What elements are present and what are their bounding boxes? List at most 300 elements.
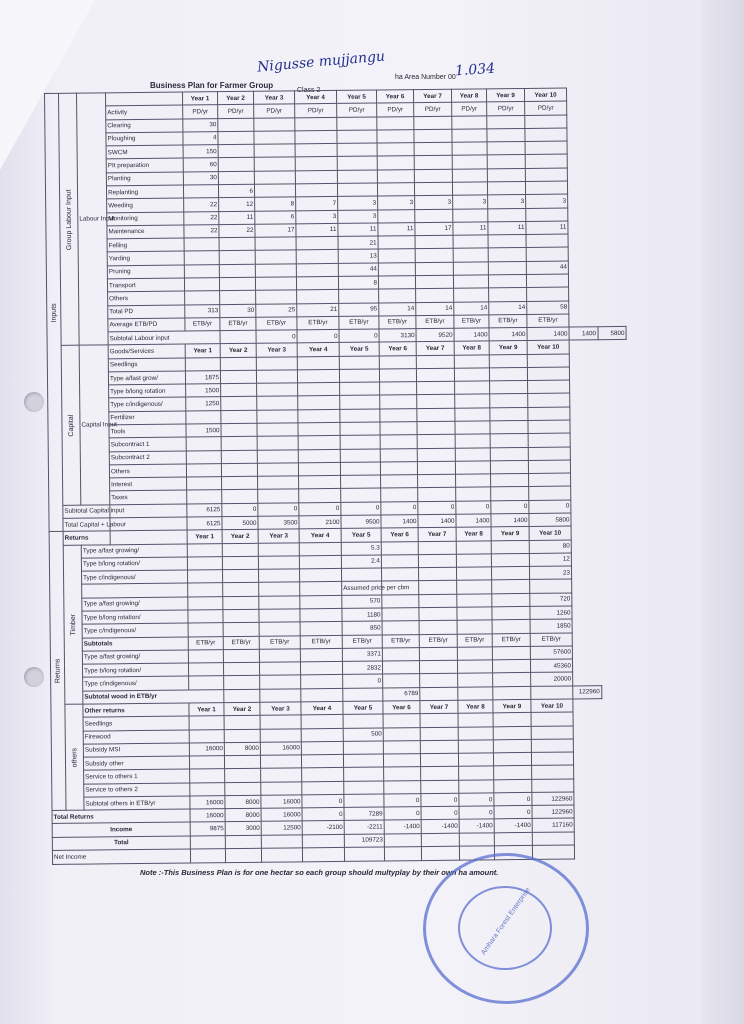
table-cell — [261, 848, 302, 862]
labour-avg-unit: ETB/yr — [220, 317, 256, 331]
capital-value — [490, 447, 528, 461]
labour-value: 21 — [338, 236, 378, 250]
table-cell — [259, 622, 300, 636]
capital-value — [380, 435, 417, 449]
other-return-label: Service to others 1 — [84, 769, 190, 783]
labour-activity-label: PIt preparation — [106, 158, 183, 172]
table-cell — [225, 835, 261, 849]
labour-value — [487, 128, 525, 142]
labour-value — [337, 183, 377, 197]
capital-value — [339, 356, 379, 370]
capital-value — [339, 369, 379, 383]
labour-value — [525, 115, 567, 129]
table-cell — [383, 674, 420, 688]
labour-value — [296, 276, 338, 290]
labour-value: 22 — [184, 198, 219, 212]
capital-value — [527, 367, 569, 381]
income-value: 9875 — [190, 822, 225, 836]
timber-volume-value: 23 — [529, 566, 571, 580]
returns-year-header: Year 3 — [258, 529, 299, 543]
labour-value — [219, 277, 255, 291]
timber-volume-value — [187, 543, 222, 557]
capital-value — [528, 407, 570, 421]
other-return-label: Firewood — [83, 730, 189, 744]
income-value: 3000 — [225, 822, 261, 836]
labour-value — [454, 288, 489, 302]
subtotals-unit: ETB/yr — [457, 633, 492, 647]
total-capital-labour-value: 1400 — [491, 513, 529, 527]
capital-value — [528, 393, 570, 407]
group-labour-side-label — [59, 93, 80, 346]
labour-value — [453, 275, 488, 289]
labour-value — [452, 129, 487, 143]
labour-year-header: Year 5 — [336, 90, 376, 104]
table-cell — [261, 835, 302, 849]
other-return-value — [301, 728, 343, 742]
capital-value — [298, 449, 340, 463]
labour-value — [378, 209, 415, 223]
timber-type-label: Type a/fast growing/ — [81, 544, 187, 558]
labour-value — [452, 155, 487, 169]
other-return-value — [384, 780, 421, 794]
subtotal-wood-value: 122960 — [573, 685, 602, 699]
labour-value — [218, 118, 254, 132]
other-return-value — [493, 726, 531, 740]
other-return-value — [301, 754, 343, 768]
capital-value — [340, 422, 380, 436]
table-cell — [223, 662, 259, 676]
timber-volume-value — [381, 554, 418, 568]
labour-value — [254, 117, 295, 131]
capital-value — [455, 394, 490, 408]
table-cell — [419, 647, 457, 661]
average-etb-pd-label: Average ETB/PD — [108, 318, 185, 332]
table-cell — [300, 661, 342, 675]
capital-year-header: Year 9 — [489, 341, 527, 355]
other-return-value — [458, 713, 493, 727]
labour-value — [254, 184, 295, 198]
labour-value — [453, 235, 488, 249]
timber-volume-value — [187, 557, 222, 571]
price-year10-value: 1260 — [530, 606, 572, 620]
other-return-value — [420, 727, 458, 741]
other-return-value — [420, 753, 458, 767]
labour-subtotal-value: 5800 — [597, 326, 626, 340]
returns-year-header: Year 10 — [529, 526, 571, 540]
table-cell — [189, 676, 224, 690]
labour-value — [526, 234, 568, 248]
total-capital-labour-value: 5000 — [222, 516, 258, 530]
other-returns-year-header: Year 7 — [420, 700, 458, 714]
capital-subtotal-value: 0 — [299, 502, 341, 516]
capital-value — [186, 450, 221, 464]
total-capital-labour-value: 5800 — [529, 513, 571, 527]
labour-value — [339, 289, 379, 303]
labour-value: 11 — [219, 211, 255, 225]
assumed-price-value: 850 — [342, 621, 382, 635]
timber-volume-value: 5.3 — [341, 542, 381, 556]
total-capital-labour-value: 3500 — [258, 516, 299, 530]
table-cell — [188, 663, 223, 677]
subtotals-unit: ETB/yr — [382, 634, 419, 648]
labour-subtotal-value: 0 — [297, 329, 339, 343]
timber-volume-value — [299, 542, 341, 556]
table-cell — [223, 609, 259, 623]
table-cell — [223, 583, 259, 597]
other-return-value — [383, 727, 420, 741]
capital-item-label: Subcontract 2 — [109, 451, 186, 465]
assumed-price-label: Assumed price per cbm — [342, 581, 382, 595]
capital-value — [299, 476, 341, 490]
labour-value — [487, 168, 525, 182]
labour-activity-label: Maintenance — [107, 225, 184, 239]
labour-value: 22 — [184, 211, 219, 225]
labour-value: 11 — [488, 221, 526, 235]
returns-year-header: Year 7 — [418, 527, 456, 541]
capital-value — [455, 434, 490, 448]
other-return-value — [459, 779, 494, 793]
labour-value: 25 — [256, 303, 297, 317]
capital-value — [340, 449, 380, 463]
labour-unit: PD/yr — [254, 104, 295, 118]
labour-value — [296, 237, 338, 251]
capital-value — [490, 420, 528, 434]
labour-value: 22 — [219, 224, 255, 238]
timber-volume-value — [259, 569, 300, 583]
other-return-value — [261, 768, 302, 782]
labour-year-header: Year 4 — [294, 90, 336, 104]
table-cell — [225, 848, 261, 862]
table-cell — [190, 835, 225, 849]
capital-subtotal-value: 0 — [222, 503, 258, 517]
labour-activity-label: Clearing — [106, 119, 183, 133]
labour-value — [377, 183, 414, 197]
other-return-value: 0 — [302, 794, 344, 808]
labour-value: 3 — [453, 195, 488, 209]
labour-value — [488, 248, 526, 262]
other-return-value: 122960 — [532, 792, 574, 806]
table-cell — [457, 594, 492, 608]
capital-subtotal-value: 6125 — [187, 503, 222, 517]
labour-value: 11 — [526, 221, 568, 235]
table-cell — [457, 620, 492, 634]
timber-volume-value — [491, 540, 529, 554]
timber-volume-value — [418, 567, 456, 581]
labour-value: 4 — [183, 132, 218, 146]
labour-value: 13 — [338, 249, 378, 263]
capital-item-label: Type b/long rotation — [109, 384, 186, 398]
capital-value — [417, 395, 455, 409]
labour-year-header: Year 6 — [376, 90, 413, 104]
capital-value — [490, 407, 528, 421]
other-returns-year-header: Year 1 — [189, 703, 224, 717]
others-side-label — [65, 704, 84, 810]
timber-volume-value — [456, 554, 491, 568]
labour-value — [378, 249, 415, 263]
capital-year-header: Year 7 — [416, 342, 454, 356]
wood-value: 0 — [343, 674, 383, 688]
labour-value — [488, 208, 526, 222]
labour-value — [255, 250, 296, 264]
labour-value — [220, 291, 256, 305]
labour-value — [377, 129, 414, 143]
total-returns-value: 16000 — [190, 809, 225, 823]
capital-value: 1500 — [186, 384, 221, 398]
table-cell — [382, 647, 419, 661]
wood-value: 3371 — [342, 648, 382, 662]
timber-volume-value — [456, 567, 491, 581]
table-cell — [530, 579, 572, 593]
capital-year-header: Year 1 — [185, 344, 220, 358]
capital-value — [380, 382, 417, 396]
capital-value — [258, 489, 299, 503]
other-returns-year-header: Year 9 — [493, 699, 531, 713]
capital-value — [257, 396, 298, 410]
capital-value — [417, 461, 455, 475]
capital-subtotal-value: 0 — [456, 501, 491, 515]
timber-side-label — [63, 545, 83, 705]
total-capital-labour-value: 2100 — [299, 515, 341, 529]
labour-subtotal-value: 1400 — [454, 328, 489, 342]
labour-value — [218, 144, 254, 158]
capital-year-header: Year 5 — [339, 342, 379, 356]
table-cell — [301, 675, 343, 689]
labour-value — [415, 275, 453, 289]
labour-value: 11 — [338, 223, 378, 237]
total-value: 109723 — [344, 834, 384, 848]
table-cell — [492, 580, 530, 594]
labour-value — [218, 158, 254, 172]
table-cell — [260, 675, 301, 689]
capital-value — [528, 460, 570, 474]
labour-avg-unit: ETB/yr — [339, 316, 379, 330]
capital-value — [528, 380, 570, 394]
other-return-value — [189, 756, 224, 770]
labour-unit: PD/yr — [218, 105, 254, 119]
labour-value: 6 — [255, 210, 296, 224]
capital-value — [298, 422, 340, 436]
wood-type-label: Type a/fast growing/ — [82, 650, 188, 664]
group-labour-side-label-text: Group Labour Input — [65, 189, 73, 250]
capital-value — [298, 409, 340, 423]
labour-value — [488, 261, 526, 275]
table-cell — [344, 847, 384, 861]
labour-value — [295, 157, 337, 171]
capital-value — [380, 395, 417, 409]
table-cell — [188, 649, 223, 663]
capital-value — [298, 436, 340, 450]
other-return-value — [531, 725, 573, 739]
labour-avg-unit: ETB/yr — [454, 315, 489, 329]
labour-avg-unit: ETB/yr — [416, 315, 454, 329]
capital-value — [340, 435, 380, 449]
income-value: -1400 — [384, 820, 421, 834]
timber-volume-value — [491, 553, 529, 567]
table-cell — [190, 849, 225, 863]
labour-value — [526, 274, 568, 288]
capital-value — [185, 357, 220, 371]
labour-avg-unit: ETB/yr — [489, 314, 527, 328]
labour-value — [414, 169, 452, 183]
labour-value — [378, 236, 415, 250]
labour-value: 3 — [296, 210, 338, 224]
labour-value: 14 — [489, 301, 527, 315]
wood-value: 45360 — [530, 659, 572, 673]
wood-value: 2832 — [342, 661, 382, 675]
labour-value — [378, 262, 415, 276]
table-cell — [300, 648, 342, 662]
labour-subtotal-value: 9520 — [416, 328, 454, 342]
capital-value — [340, 462, 380, 476]
capital-value — [417, 448, 455, 462]
capital-value — [417, 408, 455, 422]
labour-value — [416, 288, 454, 302]
labour-value — [414, 182, 452, 196]
table-cell — [492, 593, 530, 607]
capital-value — [298, 396, 340, 410]
capital-value — [186, 410, 221, 424]
table-cell — [457, 580, 492, 594]
other-return-value: 500 — [343, 727, 383, 741]
labour-value: 7 — [296, 197, 338, 211]
labour-value: 3 — [338, 196, 378, 210]
capital-value — [220, 370, 256, 384]
labour-value: 44 — [526, 261, 568, 275]
timber-volume-value — [188, 570, 223, 584]
labour-value — [295, 170, 337, 184]
capital-value — [380, 422, 417, 436]
labour-value: 11 — [378, 222, 415, 236]
capital-year-header: Year 6 — [379, 342, 416, 356]
other-return-value — [459, 766, 494, 780]
total-returns-label: Total Returns — [52, 809, 190, 824]
labour-value — [219, 237, 255, 251]
table-cell — [458, 673, 493, 687]
labour-subtotal-label: Subtotal Labour input — [108, 331, 220, 345]
other-return-value — [225, 782, 261, 796]
assumed-price-value: 1180 — [342, 608, 382, 622]
total-capital-labour-value: 1400 — [418, 514, 456, 528]
labour-value — [377, 156, 414, 170]
labour-subtotal-value: 3130 — [379, 329, 416, 343]
other-returns-year-header: Year 10 — [531, 699, 573, 713]
other-returns-year-header: Year 3 — [260, 702, 301, 716]
labour-year-header: Year 8 — [451, 89, 486, 103]
capital-value — [418, 488, 456, 502]
other-return-label: Seedlings — [83, 716, 189, 730]
subtotals-unit: ETB/yr — [530, 633, 572, 647]
labour-value — [377, 169, 414, 183]
labour-activity-label: SWCM — [106, 145, 183, 159]
other-return-value — [260, 728, 301, 742]
capital-subtotal-value: 0 — [258, 503, 299, 517]
capital-item-label: Tools — [109, 424, 186, 438]
labour-value — [379, 289, 416, 303]
table-cell — [188, 596, 223, 610]
table-cell — [531, 686, 573, 700]
labour-value — [296, 250, 338, 264]
table-cell — [421, 833, 459, 847]
other-return-label: Subsidy other — [83, 756, 189, 770]
labour-value: 150 — [183, 145, 218, 159]
area-label: ha Area Number — [395, 74, 446, 81]
capital-subtotal-value: 0 — [341, 502, 381, 516]
other-return-value: 16000 — [261, 795, 302, 809]
income-value: 117160 — [532, 818, 574, 832]
labour-value — [295, 144, 337, 158]
other-return-value — [260, 715, 301, 729]
other-return-value — [531, 712, 573, 726]
labour-value — [415, 262, 453, 276]
labour-value: 60 — [183, 158, 218, 172]
capital-value — [455, 408, 490, 422]
capital-subtotal-label: Subtotal Capital input — [63, 505, 110, 519]
capital-value — [379, 355, 416, 369]
labour-value — [487, 142, 525, 156]
capital-subtotal-value: 0 — [381, 501, 418, 515]
total-returns-value: 7289 — [344, 807, 384, 821]
labour-value: 30 — [183, 118, 218, 132]
labour-value: 11 — [453, 222, 488, 236]
labour-value — [184, 251, 219, 265]
labour-value — [254, 131, 295, 145]
labour-value — [219, 251, 255, 265]
capital-item-label: Others — [109, 464, 186, 478]
table-cell — [110, 530, 187, 544]
table-cell — [302, 834, 344, 848]
capital-year-header: Year 3 — [256, 343, 297, 357]
other-return-value — [343, 754, 383, 768]
labour-value — [337, 170, 377, 184]
labour-unit: PD/yr — [183, 105, 218, 119]
timber-side-label-text: Timber — [69, 613, 77, 636]
income-value: -1400 — [421, 820, 459, 834]
labour-value — [487, 155, 525, 169]
capital-side-label — [61, 345, 81, 505]
returns-side-label-text: Returns — [53, 658, 62, 684]
total-returns-value: 0 — [421, 806, 459, 820]
capital-value — [417, 435, 455, 449]
handwritten-number: 1.034 — [454, 60, 496, 80]
capital-value — [220, 357, 256, 371]
capital-item-label: Fertilizer — [109, 411, 186, 425]
timber-volume-value — [491, 567, 529, 581]
capital-value — [491, 487, 529, 501]
goods-services-label: Goods/Services — [108, 344, 185, 358]
other-return-value — [302, 768, 344, 782]
labour-value — [453, 262, 488, 276]
table-cell — [532, 832, 574, 846]
assumed-price-value: 570 — [342, 595, 382, 609]
table-cell — [223, 623, 259, 637]
capital-value — [221, 383, 257, 397]
labour-value — [377, 116, 414, 130]
labour-value: 3 — [526, 194, 568, 208]
table-cell — [421, 846, 459, 860]
labour-value — [414, 129, 452, 143]
other-return-value — [189, 729, 224, 743]
table-cell — [419, 581, 457, 595]
labour-subtotal-value: 1400 — [489, 328, 527, 342]
other-return-value — [532, 779, 574, 793]
subtotal-wood-label: Subtotal wood in ETB/yr — [83, 689, 224, 704]
capital-value — [257, 423, 298, 437]
table-cell — [384, 833, 421, 847]
subtotals-unit: ETB/yr — [300, 635, 342, 649]
others-side-label-text: others — [70, 747, 79, 768]
other-return-value — [260, 755, 301, 769]
capital-value — [221, 437, 257, 451]
